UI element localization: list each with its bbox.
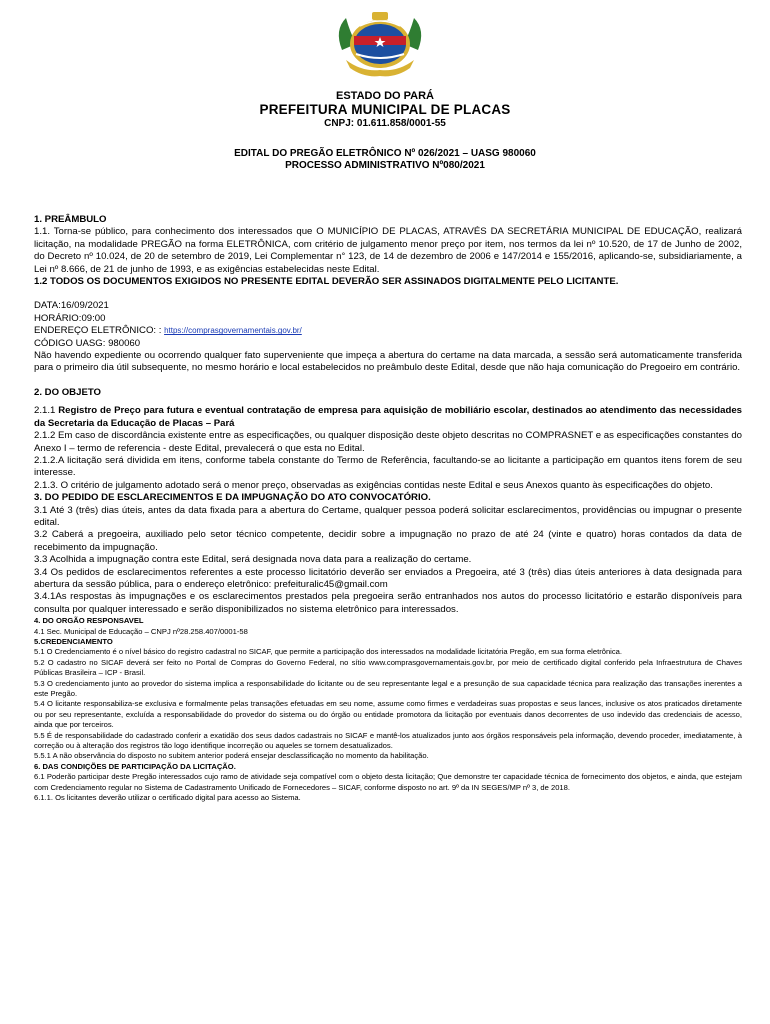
section-2-1-2: 2.1.2 Em caso de discordância existente entre as especificações, ou qualquer disposição deste objeto descritas no COMPRASNET e as especificações constantes do Anexo I – termo de referencia - deste Edital, prevalecerá o que esta no Edital. [34,430,742,454]
section-2-1-1-text: Registro de Preço para futura e eventual contratação de empresa para aquisição de mobiliário escolar, destinados ao atendimento das necessidades da Secretaria da Educação de Placas – Pará [34,405,742,429]
session-date: DATA:16/09/2021 [34,300,109,312]
section-3-4-1: 3.4.1As respostas às impugnações e os esclarecimentos prestados pela pregoeira serão entranhados nos autos do processo licitatório e estarão disponíveis para consulta por qualquer interessado e serão disponibilizados no sistema eletrônico para interessados. [34,591,742,615]
section-6-1-1: 6.1.1. Os licitantes deverão utilizar o certificado digital para acesso ao Sistema. [34,793,301,803]
section-2-1-3: 2.1.3. O critério de julgamento adotado será o menor preço, observadas as exigências contidas neste Edital e seus Anexos quanto às especificações do objeto. [34,479,713,491]
section-3-4: 3.4 Os pedidos de esclarecimentos referentes a este processo licitatório deverão ser enviados a Pregoeira, até 3 (três) dias úteis anteriores à data designada para abertura da sessão pública, para o endereço eletrônico: prefeituralic45@gmail.com [34,566,742,590]
section-5-5: 5.5 É de responsabilidade do cadastrado conferir a exatidão dos seus dados cadastrais no SICAF e mantê-los atualizados junto aos órgãos responsáveis pela informação, devendo proceder, imediatamente, à correção ou à alteração dos registros tão logo identifique incorreção ou aqueles se tornem desatualizados. [34,730,742,751]
document-body [34,214,742,804]
section-4-title: 4. DO ORGÃO RESPONSAVEL [34,616,144,626]
electronic-address [34,325,742,337]
section-2-1-1 [34,405,742,430]
section-1-transfer-note: Não havendo expediente ou ocorrendo qualquer fato superveniente que impeça a abertura do certame na data marcada, a sessão será automaticamente transferida para o primeiro dia útil subsequente, no mesmo horário e local estabelecidos no preâmbulo deste Edital, desde que não haja comunicação do Pregoeiro em contrário. [34,350,742,374]
section-6-title: 6. DAS CONDIÇÕES DE PARTICIPAÇÃO DA LICITAÇÃO. [34,761,236,771]
edital-title: EDITAL DO PREGÃO ELETRÔNICO Nº 026/2021 – UASG 980060 [234,148,536,159]
section-5-1: 5.1 O Credenciamento é o nível básico do registro cadastral no SICAF, que permite a participação dos interessados na modalidade licitatória Pregão, em sua forma eletrônica. [34,647,622,657]
section-3-1: 3.1 Até 3 (três) dias úteis, antes da data fixada para a abertura do Certame, qualquer pessoa poderá solicitar esclarecimentos, providências ou impugnar o presente edital. [34,504,742,528]
section-6-1: 6.1 Poderão participar deste Pregão interessados cujo ramo de atividade seja compatível com o objeto desta licitação; Que demonstre ter capacidade técnica de fornecimento dos objetos, e ainda, que estejam com Credenciamento regular no Sistema de Cadastramento Unificado de Fornecedores – SICAF, conforme disposto no art. 9º da IN SEGES/MP nº 3, de 2018. [34,772,742,792]
section-2-title: 2. DO OBJETO [34,386,101,398]
electronic-address-label: ENDEREÇO ELETRÔNICO: : [34,325,162,337]
prefecture-name: PREFEITURA MUNICIPAL DE PLACAS [259,102,511,117]
section-3-3: 3.3 Acolhida a impugnação contra este Edital, será designada nova data para a realização do certame. [34,554,472,566]
section-5-3: 5.3 O credenciamento junto ao provedor do sistema implica a responsabilidade do licitante ou de seu representante legal e a presunção de sua capacidade técnica para realização das transações inerentes a este Pregão. [34,678,742,699]
session-time: HORÁRIO:09:00 [34,312,106,324]
state-name: ESTADO DO PARÁ [336,90,434,102]
uasg-code: CÓDIGO UASG: 980060 [34,337,141,349]
section-5-5-1: 5.5.1 A não observância do disposto no subitem anterior poderá ensejar desclassificação no momento da habilitação. [34,751,429,761]
section-4-1: 4.1 Sec. Municipal de Educação – CNPJ nº28.258.407/0001-58 [34,626,248,636]
section-5-4: 5.4 O licitante responsabiliza-se exclusiva e formalmente pelas transações efetuadas em seu nome, assume como firmes e verdadeiras suas propostas e seus lances, inclusive os atos praticados diretamente ou por seu representante, excluída a responsabilidade do provedor do sistema ou do órgão ou entidade promotora da licitação por eventuais danos decorrentes de uso indevido das credenciais de acesso, ainda que por terceiros. [34,699,742,730]
section-1-title: 1. PREÂMBULO [34,214,107,225]
prefecture-cnpj: CNPJ: 01.611.858/0001-55 [324,118,446,129]
electronic-address-link[interactable]: https://comprasgovernamentais.gov.br/ [164,326,302,336]
section-1-1: 1.1. Torna-se público, para conhecimento dos interessados que O MUNICÍPIO DE PLACAS, ATRAVÉS DA SECRETÁRIA MUNICIPAL DE EDUCAÇÃO, realizará licitação, na modalidade PREGÃO na forma ELETRÔNICA, com critério de julgamento menor preço por item, nos termos da lei nº 10.520, de 17 de Junho de 2002, do Decreto nº 10.024, de 20 de setembro de 2019, Lei Complementar n° 123, de 14 de dezembro de 2006 e 147/2014 e 155/2016, aplicando-se, subsidiariamente, a Lei nº 8.666, de 21 de junho de 1993, e as exigências estabelecidas neste Edital. [34,226,742,275]
section-3-2: 3.2 Caberá a pregoeira, auxiliado pelo setor técnico competente, decidir sobre a impugnação no prazo de até 24 (vinte e quatro) horas contados da data de recebimento da impugnação. [34,529,742,553]
section-5-title: 5.CREDENCIAMENTO [34,637,113,646]
section-2-1-2-a: 2.1.2.A licitação será dividida em itens, conforme tabela constante do Termo de Referência, facultando-se ao licitante a participação em quantos itens forem de seu interesse. [34,454,742,479]
section-2-1-1-num: 2.1.1 [34,405,56,417]
section-1-2: 1.2 TODOS OS DOCUMENTOS EXIGIDOS NO PRESENTE EDITAL DEVERÃO SER ASSINADOS DIGITALMENTE PELO LICITANTE. [34,276,619,288]
section-3-title: 3. DO PEDIDO DE ESCLARECIMENTOS E DA IMPUGNAÇÃO DO ATO CONVOCATÓRIO. [34,492,431,504]
coat-of-arms-logo [332,10,428,80]
section-5-2: 5.2 O cadastro no SICAF deverá ser feito no Portal de Compras do Governo Federal, no sítio www.comprasgovernamentais.gov.br, por meio de certificado digital conferido pela Infraestrutura de Chaves Públicas Brasileira – ICP - Brasil. [34,657,742,678]
processo-title: PROCESSO ADMINISTRATIVO Nº080/2021 [285,160,485,171]
